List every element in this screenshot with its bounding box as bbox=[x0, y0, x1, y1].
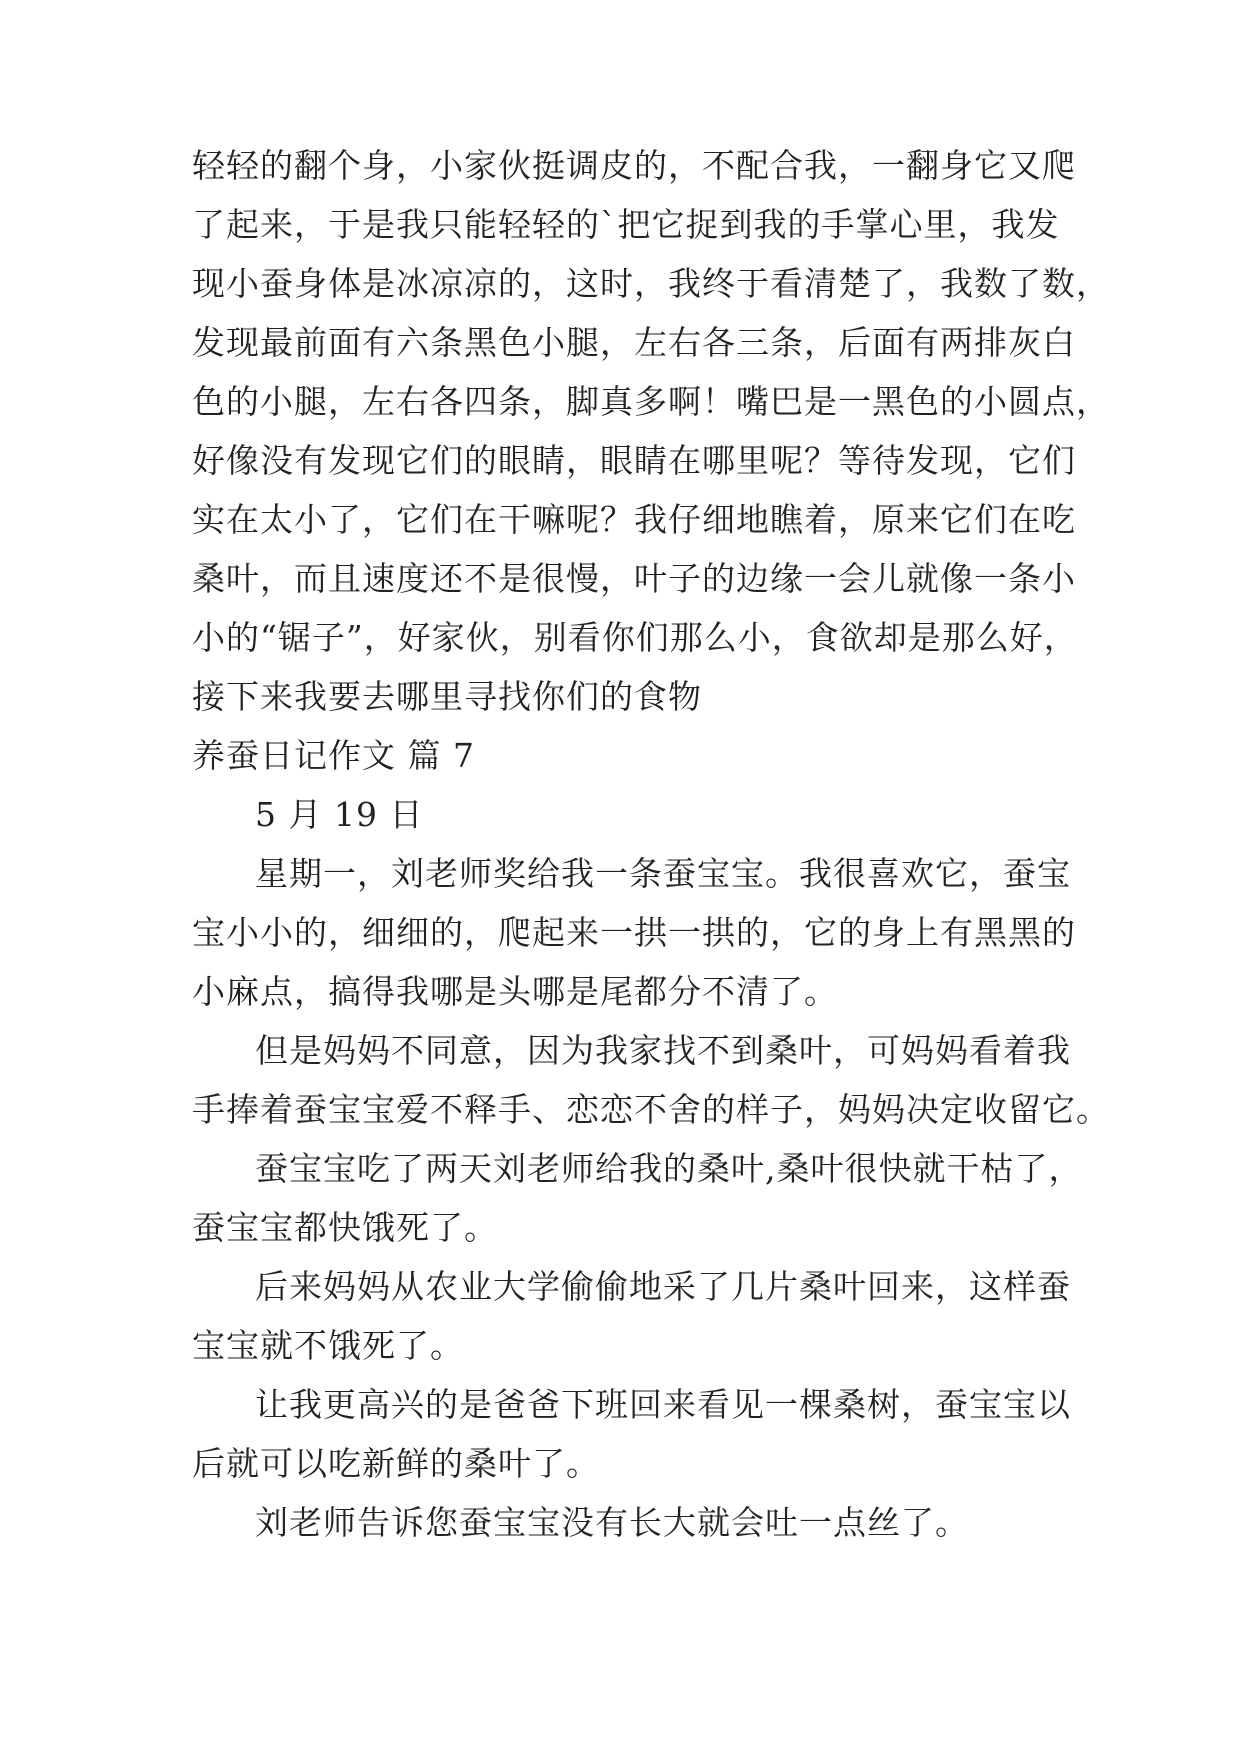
text-line: 小麻点，搞得我哪是头哪是尾都分不清了。 bbox=[192, 972, 838, 1011]
text-line: 宝宝就不饿死了。 bbox=[192, 1326, 464, 1365]
diary-date: 5 月 19 日 bbox=[255, 795, 424, 834]
section-heading: 养蚕日记作文 篇 7 bbox=[192, 736, 475, 775]
text-line: 蚕宝宝吃了两天刘老师给我的桑叶,桑叶很快就干枯了， bbox=[255, 1149, 1083, 1188]
text-line: 发现最前面有六条黑色小腿，左右各三条，后面有两排灰白 bbox=[192, 323, 1076, 362]
text-line: 接下来我要去哪里寻找你们的食物 bbox=[192, 677, 702, 716]
text-line: 后来妈妈从农业大学偷偷地采了几片桑叶回来，这样蚕 bbox=[255, 1267, 1071, 1306]
text-line: 让我更高兴的是爸爸下班回来看见一棵桑树，蚕宝宝以 bbox=[255, 1385, 1071, 1424]
text-line: 好像没有发现它们的眼睛，眼睛在哪里呢？等待发现，它们 bbox=[192, 441, 1076, 480]
text-line: 色的小腿，左右各四条，脚真多啊！嘴巴是一黑色的小圆点， bbox=[192, 382, 1110, 421]
text-line: 实在太小了，它们在干嘛呢？我仔细地瞧着，原来它们在吃 bbox=[192, 500, 1076, 539]
text-line: 但是妈妈不同意，因为我家找不到桑叶，可妈妈看着我 bbox=[255, 1031, 1071, 1070]
text-line: 桑叶，而且速度还不是很慢，叶子的边缘一会儿就像一条小 bbox=[192, 559, 1076, 598]
text-line: 刘老师告诉您蚕宝宝没有长大就会吐一点丝了。 bbox=[255, 1503, 969, 1542]
text-line: 了起来，于是我只能轻轻的`把它捉到我的手掌心里，我发 bbox=[192, 205, 1060, 244]
text-line: 手捧着蚕宝宝爱不释手、恋恋不舍的样子，妈妈决定收留它。 bbox=[192, 1090, 1110, 1129]
text-line: 后就可以吃新鲜的桑叶了。 bbox=[192, 1444, 600, 1483]
text-line: 星期一，刘老师奖给我一条蚕宝宝。我很喜欢它，蚕宝 bbox=[255, 854, 1071, 893]
text-line: 蚕宝宝都快饿死了。 bbox=[192, 1208, 498, 1247]
text-line: 轻轻的翻个身，小家伙挺调皮的，不配合我，一翻身它又爬 bbox=[192, 146, 1076, 185]
text-line: 宝小小的，细细的，爬起来一拱一拱的，它的身上有黑黑的 bbox=[192, 913, 1076, 952]
text-line: 小的“锯子”，好家伙，别看你们那么小，食欲却是那么好， bbox=[192, 618, 1078, 657]
text-line: 现小蚕身体是冰凉凉的，这时，我终于看清楚了，我数了数， bbox=[192, 264, 1110, 303]
